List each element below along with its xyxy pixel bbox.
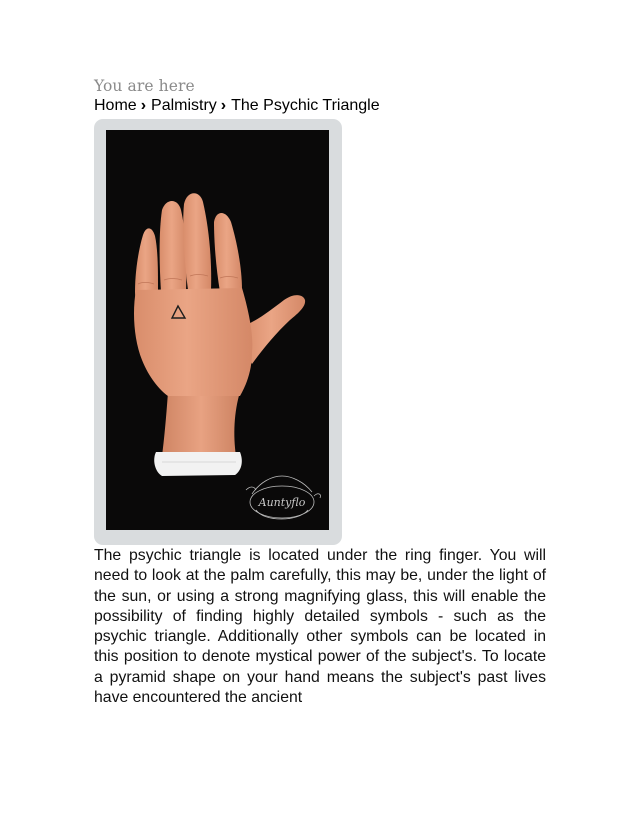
sleeve-cuff bbox=[154, 452, 242, 476]
breadcrumb-home-link[interactable]: Home bbox=[94, 97, 137, 114]
hand-shape bbox=[134, 193, 305, 456]
svg-text:Auntyflo: Auntyflo bbox=[258, 496, 306, 509]
breadcrumb bbox=[94, 96, 380, 116]
breadcrumb-palmistry-link[interactable]: Palmistry bbox=[151, 97, 217, 114]
breadcrumb-separator: › bbox=[140, 97, 147, 114]
breadcrumb-current-page: The Psychic Triangle bbox=[231, 97, 380, 114]
auntyflo-signature-logo bbox=[246, 476, 321, 519]
palm-illustration bbox=[106, 130, 329, 530]
you-are-here-label: You are here bbox=[94, 77, 195, 95]
breadcrumb-separator: › bbox=[220, 97, 227, 114]
article-paragraph: The psychic triangle is located under the ring finger. You will need to look at the palm carefully, this may be, under the light of the sun, or using a strong magnifying glass, this will enable the possibility of finding highly detailed symbols - such as the psychic triangle. Additionally other symbols can be located in this position to denote mystical power of the subject's. To locate a pyramid shape on your hand means the subject's past lives have encountered the ancient bbox=[94, 547, 546, 707]
